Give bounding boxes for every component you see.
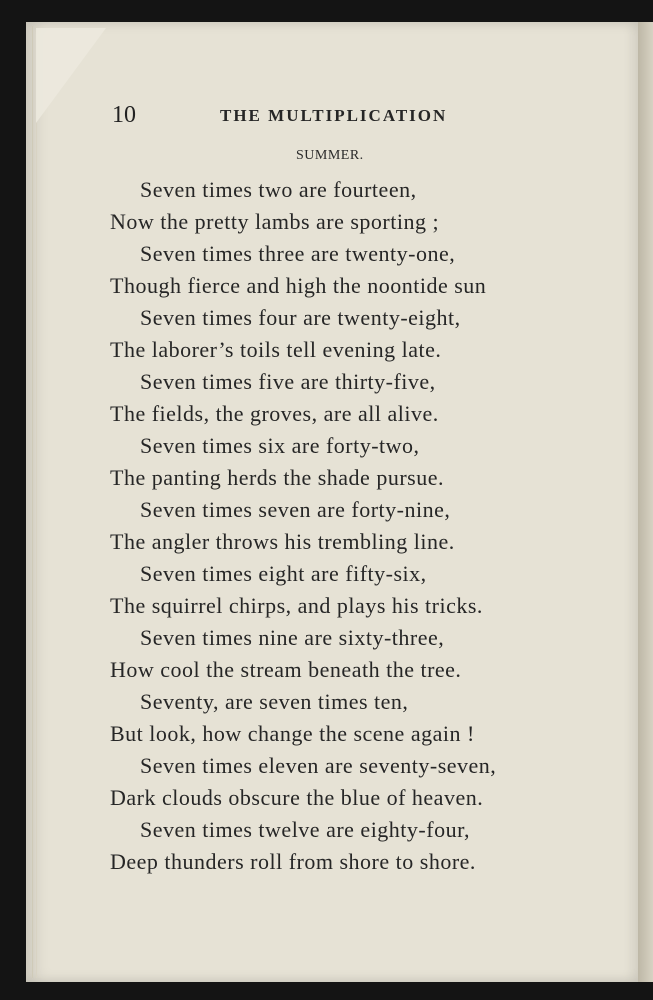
facing-page-edge [638,22,653,982]
poem-line: Seven times eleven are seventy-seven, [140,753,497,778]
poem-line: Seven times eight are fifty-six, [140,561,427,586]
poem-line: Seven times two are fourteen, [140,177,417,202]
poem-line: How cool the stream beneath the tree. [110,657,462,682]
section-title: SUMMER. [296,148,364,163]
poem-line: Seven times seven are forty-nine, [140,497,451,522]
poem-line: But look, how change the scene again ! [110,721,475,746]
poem [110,174,610,878]
poem-line: The laborer’s toils tell evening late. [110,337,442,362]
poem-line: Seventy, are seven times ten, [140,689,409,714]
poem-line: Though fierce and high the noontide sun [110,273,487,298]
page-header [112,102,532,132]
running-title: THE MULTIPLICATION [220,106,448,125]
poem-line: The squirrel chirps, and plays his tricks. [110,593,483,618]
poem-line: Now the pretty lambs are sporting ; [110,209,440,234]
folded-corner [36,28,106,123]
poem-line: Seven times twelve are eighty-four, [140,817,471,842]
page-edge [32,26,37,978]
poem-line: Seven times three are twenty-one, [140,241,456,266]
poem-line: The angler throws his trembling line. [110,529,455,554]
page-number: 10 [112,102,136,128]
poem-line: The panting herds the shade pursue. [110,465,444,490]
poem-line: Seven times six are forty-two, [140,433,420,458]
poem-line: Seven times nine are sixty-three, [140,625,445,650]
poem-line: Seven times five are thirty-five, [140,369,436,394]
poem-line: Deep thunders roll from shore to shore. [110,849,476,874]
poem-line: The fields, the groves, are all alive. [110,401,439,426]
poem-line: Seven times four are twenty-eight, [140,305,461,330]
poem-line: Dark clouds obscure the blue of heaven. [110,785,484,810]
